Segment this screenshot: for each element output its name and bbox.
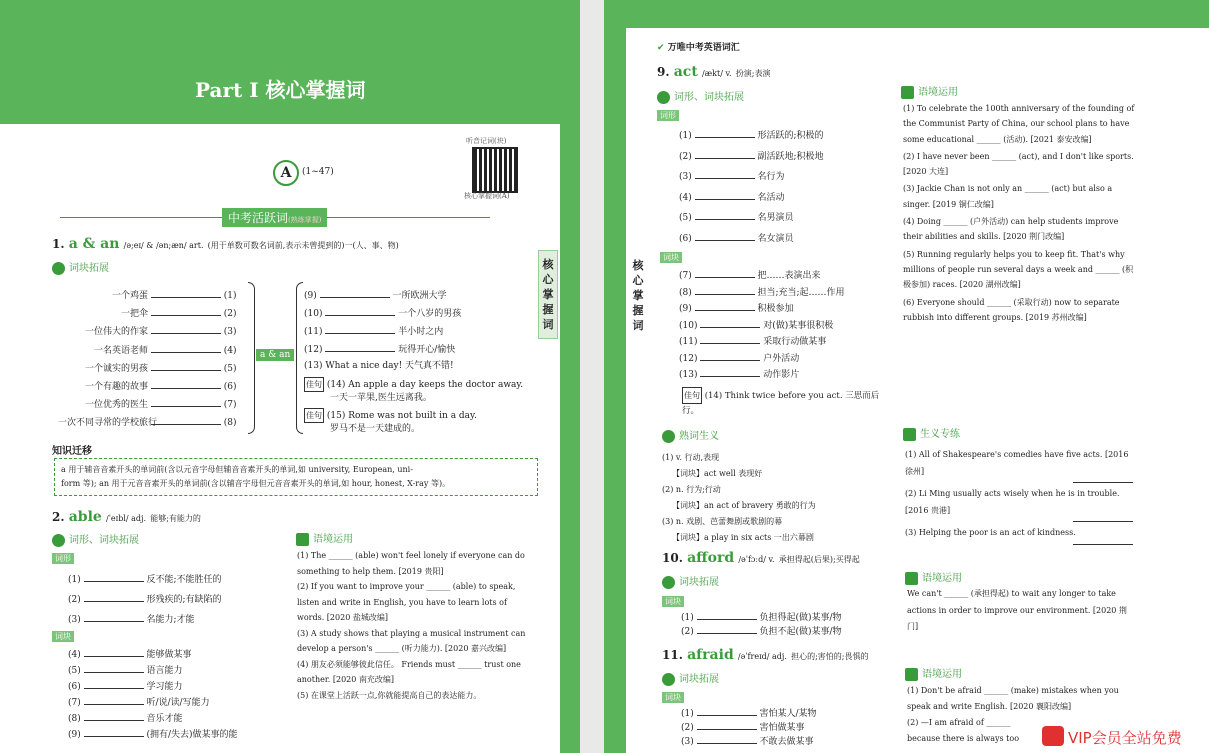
word-9-section: 词形、词块拓展: [657, 88, 744, 104]
word-10-section: 词块拓展: [662, 573, 719, 589]
unit-range: (1~47): [302, 167, 334, 177]
list-item: (3) 名能力;才能: [68, 615, 195, 625]
word-1-left-list: [58, 287, 248, 433]
section-title: 中考活跃词(熟练掌握): [222, 208, 327, 227]
context-item: (6) Everyone should ______ (采取行动) now to separate rubbish into different groups. [2019 苏州改编]: [903, 297, 1120, 322]
transfer-text-2: form 等); an 用于元音音素开头的单词前(含以辅音字母但元音音素开头的单词,如 hour, honest, X-ray 等)。: [61, 479, 451, 488]
special-item: (2) Li Ming usually acts wisely when he is in trouble. [2016 贵港]: [905, 489, 1120, 515]
word-1-r14: 佳句 (14) An apple a day keeps the doctor away. 一天一苹果,医生远离我。: [304, 377, 523, 405]
list-item: (9) (拥有/失去)做某事的能: [68, 730, 238, 740]
context-item: (4) Doing ______ (户外活动) can help students improve their abilities and skills. [2020 荆门改编]: [903, 217, 1119, 242]
list-item: 一位伟大的作家 (3): [84, 327, 237, 338]
word-9-special: [905, 447, 1135, 548]
context-item: (4) 朋友必须能够彼此信任。 Friends must ______ trust one another. [2020 南充改编]: [297, 659, 521, 684]
word-9-tag-forms: 词形: [657, 110, 679, 121]
list-item: (9) 一所欧洲大学: [304, 291, 447, 301]
context-item: (3) Jackie Chan is not only an ______ (act) but also a singer. [2019 铜仁改编]: [903, 184, 1113, 209]
edit-icon: [903, 428, 916, 441]
list-item: 一个诚实的男孩 (5): [84, 363, 237, 374]
word-11-section: 词块拓展: [662, 670, 719, 686]
list-item: (2) 形残疾的;有缺陷的: [68, 595, 222, 605]
word-2-tag-blocks: 词块: [52, 631, 74, 642]
special-item: (1) All of Shakespeare's comedies have five acts. [2016 徐州]: [905, 450, 1129, 476]
list-item: (2) 副活跃地;积极地: [679, 151, 824, 162]
word-1-center: a & an: [256, 349, 294, 361]
word-2-tag-forms: 词形: [52, 553, 74, 564]
chunk-icon: [662, 576, 675, 589]
context-item: (1) Don't be afraid ______ (make) mistakes when you speak and write English. [2020 襄阳改编]: [907, 686, 1119, 711]
list-item: (1) 反不能;不能胜任的: [68, 575, 222, 585]
list-item: 一个有趣的故事 (6): [84, 382, 237, 393]
word-1-right-list: [304, 287, 524, 359]
part-title: Part Ⅰ 核心掌握词: [195, 78, 366, 102]
word-1-section: 词块拓展: [52, 259, 109, 275]
context-item: (5) 在课堂上活跃一点,你就能提高自己的表达能力。: [297, 690, 482, 700]
vip-gift-icon: [1042, 726, 1064, 746]
list-item: (9) 积极参加: [679, 304, 794, 314]
list-item: (2) 负担不起(做)某事/物: [681, 627, 842, 637]
answer-line: [1073, 542, 1133, 545]
list-item: (11) 采取行动做某事: [679, 337, 827, 347]
list-item: (13) 动作影片: [679, 370, 800, 380]
list-item: (12) 户外活动: [679, 353, 800, 364]
context-item: (2) If you want to improve your ______ (able) to speak, listen and write in English, you have to learn lots of words. [2020 盐城改编]: [297, 582, 516, 622]
known-item: (2) n. 行为;行动: [662, 485, 721, 494]
word-9-headword: 9. act /ækt/ v. 扮演;表演: [657, 64, 771, 80]
list-item: (7) 把……表演出来: [679, 271, 821, 281]
list-item: (1) 形活跃的;积极的: [679, 131, 824, 141]
vip-label: VIP会员全站免费: [1068, 729, 1182, 747]
known-item: 【词块】act well 表现好: [672, 469, 763, 478]
list-item: 一把伞 (2): [120, 309, 237, 320]
qr-code-icon[interactable]: [472, 147, 518, 193]
word-11-context-title: 语境运用: [905, 665, 962, 681]
chunk-icon: [52, 534, 65, 547]
list-item: (4) 名活动: [679, 192, 785, 203]
word-9-context: [903, 101, 1135, 327]
pen-icon: [905, 668, 918, 681]
known-item: 【词块】an act of bravery 勇敢的行为: [672, 501, 816, 510]
word-10-headword: 10. afford /əˈfɔːd/ v. 承担得起(后果);买得起: [662, 550, 860, 566]
list-item: 一个鸡蛋 (1): [111, 291, 237, 301]
context-item: (1) The ______ (able) won't feel lonely if everyone can do something to help them. [2019 贵阳]: [297, 551, 525, 576]
pen-icon: [905, 572, 918, 585]
list-item: (11) 半小时之内: [304, 327, 444, 337]
word-2-blocks: [68, 647, 288, 743]
word-1-r13: (13) What a nice day! 天气真不错!: [304, 361, 454, 371]
right-side-tab[interactable]: 核心掌握词: [632, 259, 644, 332]
transfer-title: 知识迁移: [52, 446, 92, 457]
word-9-known-title: 熟词生义: [662, 427, 719, 443]
list-item: (1) 害怕某人/某物: [681, 709, 817, 719]
list-item: (8) 担当;充当;起……作用: [679, 287, 845, 298]
side-tab[interactable]: 核心掌握词: [538, 250, 558, 339]
check-icon: ✔: [657, 43, 665, 53]
list-item: (6) 学习能力: [68, 682, 183, 692]
transfer-box: [54, 458, 538, 496]
word-2-context-title: 语境运用: [296, 530, 353, 546]
list-item: 一名英语老师 (4): [93, 345, 237, 356]
list-item: (3) 名行为: [679, 172, 785, 182]
word-11-blocks: [681, 707, 896, 749]
word-9-special-title: 生义专练: [903, 425, 960, 441]
word-10-blocks: [681, 611, 896, 639]
word-2-headword: 2. able /ˈeɪbl/ adj. 能够;有能力的: [52, 509, 201, 525]
chunk-icon: [52, 262, 65, 275]
word-10-context-title: 语境运用: [905, 569, 962, 585]
word-2-section: 词形、词块拓展: [52, 531, 139, 547]
word-1-headword: 1. a & an /ə;eɪ/ & /ən;æn/ art. (用于单数可数名词前,表示未曾提到的)一(人、事、物): [52, 236, 399, 252]
word-9-forms: [679, 126, 889, 249]
word-2-forms: [68, 570, 278, 630]
word-10-context: We can't ______ (承担得起) to wait any longer to take actions in order to improve our environment. [2020 荆门]: [907, 589, 1127, 631]
list-item: (2) 害怕做某事: [681, 723, 805, 733]
context-item: (2) —I am afraid of ______: [907, 718, 1011, 727]
context-item: (5) Running regularly helps you to keep fit. That's why millions of people run several days a week and ______ (积极参加) races. [2020 湖州改编]: [903, 249, 1134, 290]
list-item: 一位优秀的医生 (7): [84, 400, 237, 411]
word-2-context: [297, 548, 527, 703]
qr-top-label: 听音记词(块): [466, 137, 507, 145]
list-item: (5) 名男演员: [679, 213, 794, 223]
brace-right: [296, 282, 303, 434]
list-item: (10) 对(做)某事很积极: [679, 320, 834, 331]
search-icon: [662, 430, 675, 443]
pen-icon: [296, 533, 309, 546]
word-9-tag-blocks: 词块: [660, 252, 682, 263]
word-9-known: [662, 450, 892, 546]
answer-line: [1073, 519, 1133, 522]
vip-banner[interactable]: [1036, 720, 1209, 753]
special-item: (3) Helping the poor is an act of kindness.: [905, 528, 1076, 537]
page-header: ✔ 万唯中考英语词汇: [657, 43, 740, 53]
context-item: (3) A study shows that playing a musical instrument can develop a person's ______ (听力能力). [2020 嘉兴改编]: [297, 628, 526, 653]
qr-bottom-label: 核心掌握词(A): [464, 192, 510, 200]
transfer-text-1: a 用于辅音音素开头的单词前(含以元音字母但辅音音素开头的单词,如 university, European, uni-: [61, 465, 413, 474]
list-item: (3) 不敢去做某事: [681, 737, 814, 747]
list-item: (5) 语言能力: [68, 666, 183, 676]
word-11-tag: 词块: [662, 692, 684, 703]
list-item: (10) 一个八岁的男孩: [304, 309, 462, 319]
answer-line: [1073, 480, 1133, 483]
list-item: (8) 音乐才能: [68, 714, 183, 724]
word-10-tag: 词块: [662, 596, 684, 607]
word-9-b14: 佳句 (14) Think twice before you act. 三思而后行。: [682, 387, 892, 419]
list-item: (6) 名女演员: [679, 233, 794, 244]
context-item: (1) To celebrate the 100th anniversary of the founding of the Communist Party of China, our school plans to have some educational ______ (活动). [2021 泰安改编]: [903, 104, 1135, 144]
chunk-icon: [662, 673, 675, 686]
list-item: (1) 负担得起(做)某事/物: [681, 613, 842, 623]
word-1-r15: 佳句 (15) Rome was not built in a day. 罗马不是一天建成的。: [304, 408, 477, 436]
brace-left: [248, 282, 255, 434]
known-item: 【词块】a play in six acts 一出六幕剧: [672, 533, 814, 542]
list-item: (4) 能够做某事: [68, 650, 192, 660]
context-item: (2) I have never been ______ (act), and I don't like sports. [2020 大连]: [903, 151, 1134, 177]
unit-letter-badge: A: [273, 160, 299, 186]
known-item: (1) v. 行动,表现: [662, 453, 720, 462]
word-9-blocks: [679, 268, 894, 384]
known-item: (3) n. 戏剧、芭蕾舞剧或歌剧的幕: [662, 517, 783, 526]
list-item: (7) 听/说/读/写能力: [68, 698, 210, 708]
pen-icon: [901, 86, 914, 99]
context-item: because there is always too: [907, 734, 1020, 743]
list-item: (12) 玩得开心/愉快: [304, 345, 456, 355]
chunk-icon: [657, 91, 670, 104]
word-9-context-title: 语境运用: [901, 83, 958, 99]
word-11-headword: 11. afraid /əˈfreɪd/ adj. 担心的;害怕的;畏惧的: [662, 647, 869, 663]
list-item: 一次不同寻常的学校旅行 (8): [58, 418, 237, 429]
